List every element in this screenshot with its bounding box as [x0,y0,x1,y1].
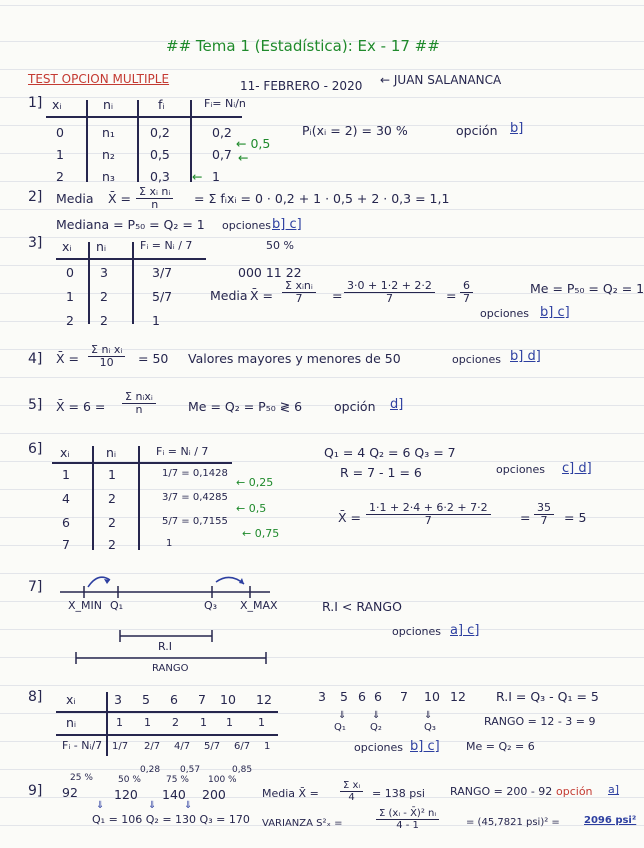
q6-cell: 7 [62,537,70,552]
q3-frac2-den: 7 [385,292,393,306]
author-text: ← JUAN SALANANCA [380,73,502,87]
q7-label-q1: Q₁ [110,599,124,612]
q6-mean-den2: 7 [540,514,548,528]
q1-answer: b] [510,121,524,136]
q6-mark: ← 0,5 [236,502,267,515]
q2-media-rhs: = Σ fᵢxᵢ = 0 · 0,2 + 1 · 0,5 + 2 · 0,3 = 1,1 [194,191,450,206]
q8-seq-value: 6 [374,689,382,704]
q3-cell: 2 [66,313,74,328]
q8-seq-q: Q₁ [334,722,346,733]
q6-range: R = 7 - 1 = 6 [340,465,422,480]
q6-mean-num: 1·1 + 2·4 + 6·2 + 7·2 [366,502,491,515]
q3-media-lhs: X̄ = [250,288,274,303]
q9-media-rhs: = 138 psi [372,787,425,800]
q3-header-F: Fᵢ = Nᵢ / 7 [140,239,193,252]
q9-media-fraction [340,780,363,803]
q9-pct: 75 % [166,775,189,785]
q4-rhs: = 50 [138,351,169,366]
q6-cell: 2 [108,537,116,552]
q9-var-result: 2096 psi² [584,815,637,826]
q9-var-fraction [376,808,439,831]
q6-cell: 4 [62,491,70,506]
q9-pct: 100 % [208,775,237,785]
q8-n: 1 [144,716,151,729]
q5-option-label: opción [334,399,376,414]
q8-seq-value: 10 [424,689,440,704]
q8-seq-value: 5 [340,689,348,704]
q1-cell: n₂ [102,147,115,162]
q1-note-arrow: ← [238,150,249,165]
q3-frac3-num: 6 [460,280,473,293]
q8-seq-arrow: ⇓ [338,710,347,721]
q3-cell: 3 [100,265,108,280]
q6-quartiles: Q₁ = 4 Q₂ = 6 Q₃ = 7 [324,445,456,460]
q9-var-num: Σ (xᵢ - X̄)² nᵢ [376,808,439,820]
q1-cell: 0,7 [212,147,232,162]
q3-cell: 0 [66,265,74,280]
q5-number: 5] [28,397,43,413]
q3-options-label: opciones [480,307,530,320]
q9-value: 200 [202,787,226,802]
q8-me: Me = Q₂ = 6 [466,740,535,753]
q8-answer: b] c] [410,739,440,754]
q8-n: 1 [226,716,233,729]
test-heading: TEST OPCION MULTIPLE [28,72,170,86]
q3-sequence: 000 11 22 [238,265,302,280]
q7-options-label: opciones [392,625,442,638]
q3-header-n: nᵢ [96,239,107,254]
q3-number: 3] [28,235,43,251]
q1-cell: 0,5 [150,147,170,162]
q9-value: 120 [114,787,138,802]
q3-cell: 2 [100,313,108,328]
q6-header-F: Fᵢ = Nᵢ / 7 [156,445,209,458]
q3-cell: 3/7 [152,265,173,280]
q3-equals: = [446,288,457,303]
q8-number: 8] [28,689,43,705]
q9-option-label: opción [556,785,593,798]
q3-cell: 1 [152,313,160,328]
q3-equals: = [332,288,343,303]
q5-lhs: X̄ = 6 = [56,399,106,414]
q3-media-label: Media [210,288,248,303]
q1-cell: 1 [56,147,64,162]
q8-x: 12 [256,692,272,707]
q4-options-label: opciones [452,353,502,366]
q8-n: 1 [258,716,265,729]
q8-seq-value: 12 [450,689,466,704]
q9-var-rhs: = (45,7821 psi)² = [466,817,560,828]
q4-frac-den: 10 [99,356,114,370]
q3-frac2-num: 3·0 + 1·2 + 2·2 [344,280,435,293]
q8-x: 7 [198,692,206,707]
q9-rango: RANGO = 200 - 92 [450,785,553,798]
q8-F: 6/7 [234,741,251,752]
q9-media-label: Media X̄ = [262,787,319,800]
q4-answer: b] d] [510,349,541,364]
q6-header-n: nᵢ [106,445,117,460]
q7-answer: a] c] [450,623,480,638]
q8-x: 5 [142,692,150,707]
q8-F: 1/7 [112,741,129,752]
q4-frac-num: Σ nᵢ xᵢ [88,344,125,357]
q1-number: 1] [28,95,43,111]
q2-answer: b] c] [272,217,302,232]
q6-mean-den: 7 [424,514,432,528]
q2-mediana: Mediana = P₅₀ = Q₂ = 1 [56,217,205,232]
q8-approx: 0,28 [140,765,161,775]
q8-ri: R.I = Q₃ - Q₁ = 5 [496,689,599,704]
q5-frac-num: Σ nᵢxᵢ [122,391,156,404]
q3-header-x: xᵢ [62,239,72,254]
q2-number: 2] [28,189,43,205]
q6-answer: c] d] [562,461,592,476]
q6-mean-lhs: X̄ = [338,510,362,525]
q8-rowlabel-n: nᵢ [66,715,77,730]
q7-rango-label: RANGO [152,663,189,674]
q5-me: Me = Q₂ = P₅₀ ≷ 6 [188,399,303,414]
q1-cell: 1 [212,169,220,184]
q1-header-n: nᵢ [103,97,114,112]
q3-percent: 50 % [266,239,294,252]
date-text: 11- FEBRERO - 2020 [240,79,363,93]
q7-number: 7] [28,579,43,595]
q8-seq-arrow: ⇓ [372,710,381,721]
q9-pct: 50 % [118,775,141,785]
q8-F: 4/7 [174,741,191,752]
q1-cell: 2 [56,169,64,184]
q6-mark: ← 0,75 [242,527,280,540]
q3-frac1-den: 7 [295,292,303,306]
q8-rango: RANGO = 12 - 3 = 9 [484,715,596,728]
q6-mean-num2: 35 [534,502,554,515]
q3-frac3-den: 7 [463,292,470,306]
q9-media-num: Σ xᵢ [340,780,363,792]
q3-answer: b] c] [540,305,570,320]
q8-x: 6 [170,692,178,707]
q7-ri-label: R.I [158,640,172,653]
q3-cell: 1 [66,289,74,304]
q1-header-x: xᵢ [52,97,62,112]
q8-x: 10 [220,692,236,707]
q7-label-q3: Q₃ [204,599,218,612]
q9-arrow: ⇓ [184,800,193,811]
q1-header-f: fᵢ [158,97,165,112]
q7-label-xmax: X_MAX [240,599,278,612]
q6-cell: 5/7 = 0,7155 [162,516,228,527]
q1-cell: 0,2 [212,125,232,140]
q6-mean-rhs: = 5 [564,510,587,525]
q6-cell: 1 [62,467,70,482]
q1-formula: Pᵢ(xᵢ = 2) = 30 % [302,123,408,138]
q6-cell: 1 [166,538,173,549]
q8-seq-value: 3 [318,689,326,704]
q8-F: 1 [264,741,271,752]
q8-seq-value: 7 [400,689,408,704]
q6-cell: 2 [108,491,116,506]
q6-number: 6] [28,441,43,457]
q1-header-F: Fᵢ= Nᵢ/n [204,97,246,110]
q9-answer: a] [608,783,620,796]
q9-arrow: ⇓ [96,800,105,811]
q8-F: 2/7 [144,741,161,752]
q3-cell: 5/7 [152,289,173,304]
q6-equals: = [520,510,531,525]
q1-note-arrow: ← [192,169,203,184]
q6-cell: 1/7 = 0,1428 [162,468,228,479]
q9-media-den: 4 [348,792,355,803]
q1-note: ← 0,5 [236,136,271,151]
q8-approx: 0,85 [232,765,253,775]
q8-rowlabel-F: Fᵢ - Nᵢ/7 [62,739,103,752]
q2-media-lhs: X̄ = [108,191,132,206]
q9-quartiles: Q₁ = 106 Q₂ = 130 Q₃ = 170 [92,813,250,826]
q2-options-label: opciones [222,219,272,232]
q1-cell: n₃ [102,169,115,184]
q9-pct: 25 % [70,773,93,783]
q7-label-xmin: X_MIN [68,599,102,612]
q8-approx: 0,57 [180,765,201,775]
q6-header-x: xᵢ [60,445,70,460]
q8-col-rule [56,711,278,713]
q8-seq-value: 6 [358,689,366,704]
q8-seq-q: Q₃ [424,722,436,733]
q2-media-label: Media [56,191,94,206]
q8-n: 2 [172,716,179,729]
q4-lhs: X̄ = [56,351,80,366]
q4-text: Valores mayores y menores de 50 [188,351,401,366]
q8-seq-q: Q₂ [370,722,382,733]
q9-number: 9] [28,783,43,799]
q8-col-rule [56,734,278,736]
q1-option-label: opción [456,123,498,138]
q1-cell: 0,2 [150,125,170,140]
q8-n: 1 [200,716,207,729]
q8-n: 1 [116,716,123,729]
q9-value: 92 [62,785,78,800]
q9-value: 140 [162,787,186,802]
q3-me: Me = P₅₀ = Q₂ = 1 [530,281,644,296]
q9-var-label: VARIANZA S²ₓ = [262,818,343,829]
q6-cell: 3/7 = 0,4285 [162,492,228,503]
q2-frac-num: Σ xᵢ nᵢ [136,186,173,199]
q6-cell: 2 [108,515,116,530]
q3-cell: 2 [100,289,108,304]
q1-cell: 0 [56,125,64,140]
q8-F: 5/7 [204,741,221,752]
q6-cell: 1 [108,467,116,482]
q6-mark: ← 0,25 [236,476,274,489]
q9-var-den: 4 - 1 [396,820,419,831]
q8-options-label: opciones [354,741,404,754]
q3-frac1-num: Σ xᵢnᵢ [282,280,316,293]
q1-cell: 0,3 [150,169,170,184]
q5-answer: d] [390,397,404,412]
q6-cell: 6 [62,515,70,530]
q4-number: 4] [28,351,43,367]
q8-seq-arrow: ⇓ [424,710,433,721]
q8-x: 3 [114,692,122,707]
q8-row-rule [106,692,108,756]
q1-cell: n₁ [102,125,115,140]
q6-options-label: opciones [496,463,546,476]
q5-frac-den: n [135,403,143,417]
q8-rowlabel-x: xᵢ [66,692,76,707]
page-title: ## Tema 1 (Estadística): Ex - 17 ## [166,37,440,55]
q2-frac-den: n [151,198,159,212]
q9-arrow: ⇓ [148,800,157,811]
q7-statement: R.I < RANGO [322,599,402,614]
